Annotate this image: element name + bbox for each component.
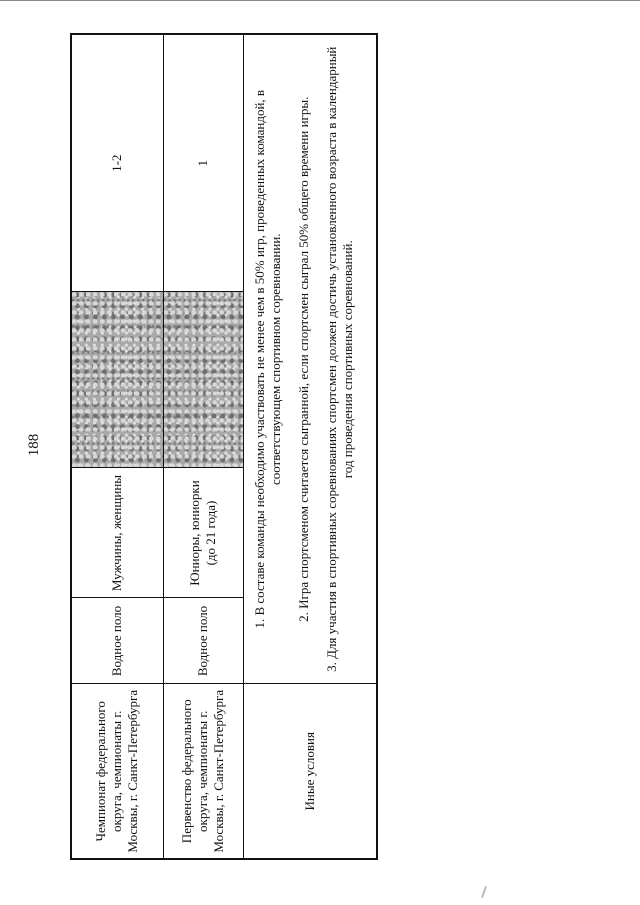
table-row (71, 34, 163, 859)
competition-cell: Чемпионат федерального округа, чемпионаты г. Москвы, г. Санкт-Петербурга (71, 684, 163, 859)
shaded-cell (163, 292, 243, 468)
group-cell: Мужчины, женщины (71, 468, 163, 598)
places-cell: 1-2 (71, 34, 163, 292)
condition-item: 3. Для участия в спортивных соревнованиях спортсмен должен достичь установленного возраста в календарный год проведения спортивных соревнований. (323, 46, 355, 672)
shaded-cell (71, 292, 163, 468)
competition-cell: Первенство федерального округа, чемпионаты г. Москвы, г. Санкт-Петербурга (163, 684, 243, 859)
rank-requirements-table (70, 33, 378, 860)
sport-cell: Водное поло (163, 598, 243, 684)
table-row (243, 34, 377, 859)
other-conditions-text (243, 34, 377, 684)
table-row (163, 34, 243, 859)
condition-item: 2. Игра спортсменом считается сыгранной, если спортсмен сыграл 50% общего времени игры. (295, 96, 311, 622)
condition-item: 1. В составе команды необходимо участвовать не менее чем в 50% игр, проведенных командой, в соответствующем спортивном соревновании. (251, 89, 283, 629)
other-conditions-label: Иные условия (243, 684, 377, 859)
rotated-document-page (26, 35, 376, 860)
scan-artifact (481, 886, 487, 898)
places-cell: 1 (163, 34, 243, 292)
group-cell: Юниоры, юниорки (до 21 года) (163, 468, 243, 598)
sport-cell: Водное поло (71, 598, 163, 684)
page-number: 188 (26, 433, 42, 457)
scan-top-edge (0, 0, 640, 1)
